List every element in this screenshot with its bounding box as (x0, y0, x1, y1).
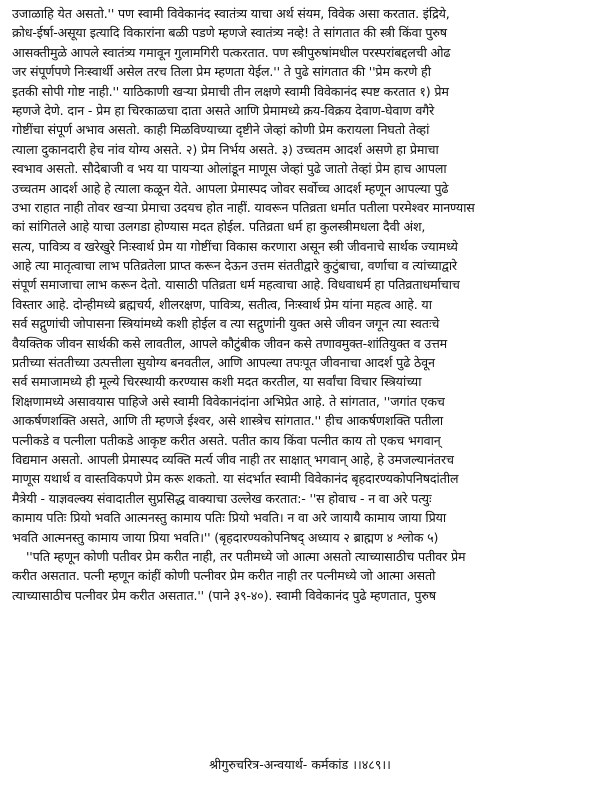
text-line: आहे त्या मातृत्वाचा लाभ पतिव्रतेला प्राप्त करून देऊन उत्तम संततीद्वारे कुटुंबाचा, वर्णाचा व त्यांच्याद्वारे (12, 258, 457, 274)
text-line: जर संपूर्णपणे निःस्वार्थी असेल तरच तिला प्रेम म्हणता येईल.'' ते पुढे सांगतात की ''प्रेम करणे ही (12, 64, 431, 80)
text-line: माणूस यथार्थ व वास्तविकपणे प्रेम करू शकतो. या संदर्भात स्वामी विवेकानंद बृहदारण्यकोपनिषदांतील (12, 471, 459, 487)
text-line: आकर्षणशक्ति असते, आणि ती म्हणजे ईश्वर, असे शास्त्रेच सांगतात.'' हीच आकर्षणशक्ति पतीला (12, 413, 444, 429)
text-line: कामाय पतिः प्रियो भवति आत्मनस्तु कामाय पतिः प्रियो भवति। न वा अरे जायायै कामाय जाया प्रिया (12, 510, 447, 526)
text-line: आसक्तीमुळे आपले स्वातंत्र्य गमावून गुलामगिरी पत्करतात. पण स्त्रीपुरुषांमधील परस्परांबद्दलची ओढ (12, 44, 451, 60)
text-line: मैत्रेयी - याज्ञवल्क्य संवादातील सुप्रसिद्ध वाक्याचा उल्लेख करतात:- ''स होवाच - न वा अरे पत्युः (12, 490, 432, 506)
text-line: विद्यमान असतो. आपली प्रेमास्पद व्यक्ति मर्त्य जीव नाही तर साक्षात् भगवान् आहे, हे उमजल्यानंतरच (12, 451, 454, 467)
text-line: पत्नीकडे व पत्नीला पतीकडे आकृष्ट करीत असते. पतीत काय किंवा पत्नीत काय तो एकच भगवान् (12, 432, 441, 448)
text-line: ''पति म्हणून कोणी पतीवर प्रेम करीत नाही, तर पतीमध्ये जो आत्मा असतो त्याच्यासाठीच पतीवर प्रेम (26, 548, 466, 564)
text-line: उच्चतम आदर्श आहे हे त्याला कळून येते. आपला प्रेमास्पद जोवर सर्वोच्च आदर्श म्हणून आपल्या पुढे (12, 180, 449, 196)
text-line: वैयक्तिक जीवन सार्थकी कसे लावतील, आपले कौटुंबीक जीवन कसे तणावमुक्त-शांतियुक्त व उत्तम (12, 335, 448, 351)
text-line: त्याला दुकानदारी हेच नांव योग्य असते. २) प्रेम निर्भय असते. ३) उच्चतम आदर्श असणे हा प्रेमाचा (12, 141, 439, 157)
text-line: सर्व सद्गुणांची जोपासना स्त्रियांमध्ये कशी होईल व त्या सद्गुणांनी युक्त असे जीवन जगून त्या स्वतःचे (12, 316, 440, 332)
text-line: प्रतीच्या संततीच्या उत्पत्तीला सुयोग्य बनवतील, आणि आपल्या तपःपूत जीवनाचा आदर्श पुढे ठेवून (12, 355, 435, 371)
text-line: इतकी सोपी गोष्ट नाही.'' याठिकाणी खऱ्या प्रेमाची तीन लक्षणे स्वामी विवेकानंद स्पष्ट करतात १) प्रेम (12, 83, 449, 99)
text-line: शिक्षणामध्ये असावयास पाहिजे असे स्वामी विवेकानंदांना अभिप्रेत आहे. ते सांगतात, ''जगांत एकच (12, 393, 445, 409)
text-line: उभा राहात नाही तोवर खऱ्या प्रेमाचा उदयच होत नाहीं. यावरून पतिव्रता धर्मात पतीला परमेश्वर मानण्यास (12, 199, 475, 215)
text-line: संपूर्ण समाजाचा लाभ करून देतो. यासाठी पतिव्रता धर्म महत्वाचा आहे. विधवाधर्म हा पतिव्रताधर्माचाच (12, 277, 460, 293)
text-line: उजाळाहि येत असतो.'' पण स्वामी विवेकानंद स्वातंत्र्य याचा अर्थ संयम, विवेक असा करतात. इंद्रिये, (12, 6, 450, 21)
text-line: करीत असतात. पत्नी म्हणून कांहीं कोणी पत्नीवर प्रेम करीत नाही तर पत्नीमध्ये जो आत्मा असतो (12, 568, 436, 584)
text-line: भवति आत्मनस्तु कामाय जाया प्रिया भवति।'' (बृहदारण्यकोपनिषद् अध्याय २ ब्राह्मण ४ श्लोक ५) (12, 529, 439, 545)
page-footer: श्रीगुरुचरित्र-अन्वयार्थ- कर्मकांड ।।४८९।। (209, 757, 391, 772)
text-line: स्वभाव असतो. सौदेबाजी व भय या पायऱ्या ओलांडून माणूस जेव्हां पुढे जातो तेव्हां प्रेम हाच आपला (12, 161, 447, 177)
text-line: क्रोध-ईर्षा-असूया इत्यादि विकारांना बळी पडणे म्हणजे स्वातंत्र्य नव्हे! ते सांगतात की स्त्री किंवा पुरुष (12, 25, 447, 41)
text-line: सर्व समाजामध्ये ही मूल्ये चिरस्थायी करण्यास कशी मदत करतील, या सर्वांचा विचार स्त्रियांच्या (12, 374, 422, 390)
text-line: त्याच्यासाठीच पत्नीवर प्रेम करीत असतात.'' (पाने ३९-४०). स्वामी विवेकानंद पुढे म्हणतात, पुरुष (12, 587, 436, 603)
text-line: कां सांगितले आहे याचा उलगडा होण्यास मदत होईल. पतिव्रता धर्म हा कुलस्त्रीमधला दैवी अंश, (12, 219, 426, 235)
text-line: गोष्टींचा संपूर्ण अभाव असतो. काही मिळविण्याच्या दृष्टीने जेव्हां कोणी प्रेम करायला निघतो तेव्हां (12, 122, 430, 138)
text-line: विस्तार आहे. दोन्हीमध्ये ब्रह्मचर्य, शीलरक्षण, पावित्र्य, सतीत्व, निःस्वार्थ प्रेम यांना महत्व आहे. या (12, 296, 432, 312)
text-line: सत्य, पावित्र्य व खरेखुरे निःस्वार्थ प्रेम या गोष्टींचा विकास करणारा असून स्त्री जीवनाचे सार्थक ज्यामध्ये (12, 238, 458, 254)
text-line: म्हणजे देणे. दान - प्रेम हा चिरकाळचा दाता असते आणि प्रेमामध्ये क्रय-विक्रय देवाण-घेवाण वगैरे (12, 102, 435, 118)
body-text (12, 4, 590, 605)
